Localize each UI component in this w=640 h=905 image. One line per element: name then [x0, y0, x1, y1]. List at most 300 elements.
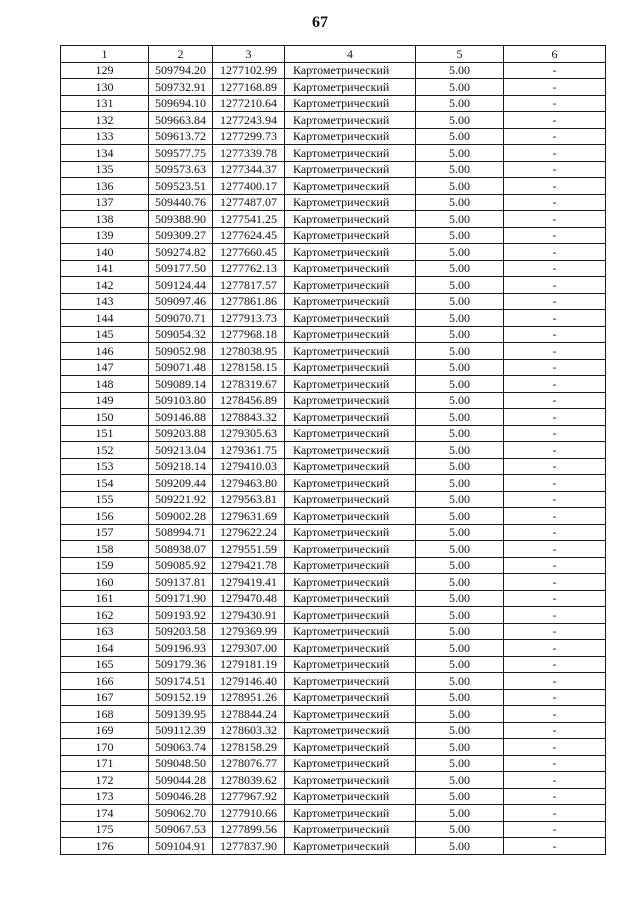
x-coordinate-cell: 509732.91	[149, 79, 213, 96]
note-cell: -	[504, 541, 606, 558]
column-header: 4	[285, 46, 416, 63]
table-row	[61, 128, 606, 145]
y-coordinate-cell: 1278319.67	[213, 376, 285, 393]
y-coordinate-cell: 1279622.24	[213, 524, 285, 541]
y-coordinate-cell: 1279421.78	[213, 557, 285, 574]
method-cell: Картометрический	[285, 772, 416, 789]
note-cell: -	[504, 260, 606, 277]
accuracy-cell: 5.00	[416, 211, 504, 228]
note-cell: -	[504, 739, 606, 756]
y-coordinate-cell: 1278158.29	[213, 739, 285, 756]
note-cell: -	[504, 392, 606, 409]
method-cell: Картометрический	[285, 524, 416, 541]
note-cell: -	[504, 508, 606, 525]
table-row	[61, 739, 606, 756]
accuracy-cell: 5.00	[416, 227, 504, 244]
point-number-cell: 138	[61, 211, 149, 228]
note-cell: -	[504, 409, 606, 426]
point-number-cell: 143	[61, 293, 149, 310]
x-coordinate-cell: 508938.07	[149, 541, 213, 558]
y-coordinate-cell: 1278951.26	[213, 689, 285, 706]
note-cell: -	[504, 475, 606, 492]
x-coordinate-cell: 509046.28	[149, 788, 213, 805]
table-row	[61, 145, 606, 162]
accuracy-cell: 5.00	[416, 293, 504, 310]
y-coordinate-cell: 1279631.69	[213, 508, 285, 525]
method-cell: Картометрический	[285, 392, 416, 409]
table-row	[61, 557, 606, 574]
y-coordinate-cell: 1277913.73	[213, 310, 285, 327]
note-cell: -	[504, 244, 606, 261]
note-cell: -	[504, 640, 606, 657]
note-cell: -	[504, 458, 606, 475]
point-number-cell: 130	[61, 79, 149, 96]
method-cell: Картометрический	[285, 161, 416, 178]
y-coordinate-cell: 1277660.45	[213, 244, 285, 261]
table-row	[61, 112, 606, 129]
point-number-cell: 156	[61, 508, 149, 525]
method-cell: Картометрический	[285, 689, 416, 706]
y-coordinate-cell: 1277344.37	[213, 161, 285, 178]
point-number-cell: 167	[61, 689, 149, 706]
page-number: 67	[312, 14, 328, 31]
table-row	[61, 821, 606, 838]
method-cell: Картометрический	[285, 244, 416, 261]
table-row	[61, 211, 606, 228]
x-coordinate-cell: 509048.50	[149, 755, 213, 772]
table-row	[61, 607, 606, 624]
table-row	[61, 475, 606, 492]
x-coordinate-cell: 509054.32	[149, 326, 213, 343]
y-coordinate-cell: 1277817.57	[213, 277, 285, 294]
table-row	[61, 343, 606, 360]
accuracy-cell: 5.00	[416, 145, 504, 162]
table-row	[61, 755, 606, 772]
note-cell: -	[504, 623, 606, 640]
accuracy-cell: 5.00	[416, 838, 504, 855]
point-number-cell: 145	[61, 326, 149, 343]
x-coordinate-cell: 509174.51	[149, 673, 213, 690]
method-cell: Картометрический	[285, 178, 416, 195]
table-row	[61, 706, 606, 723]
method-cell: Картометрический	[285, 557, 416, 574]
point-number-cell: 137	[61, 194, 149, 211]
point-number-cell: 139	[61, 227, 149, 244]
x-coordinate-cell: 509070.71	[149, 310, 213, 327]
accuracy-cell: 5.00	[416, 161, 504, 178]
x-coordinate-cell: 509218.14	[149, 458, 213, 475]
point-number-cell: 175	[61, 821, 149, 838]
note-cell: -	[504, 293, 606, 310]
note-cell: -	[504, 590, 606, 607]
method-cell: Картометрический	[285, 211, 416, 228]
point-number-cell: 157	[61, 524, 149, 541]
point-number-cell: 135	[61, 161, 149, 178]
table-row	[61, 640, 606, 657]
point-number-cell: 155	[61, 491, 149, 508]
accuracy-cell: 5.00	[416, 392, 504, 409]
x-coordinate-cell: 509124.44	[149, 277, 213, 294]
point-number-cell: 160	[61, 574, 149, 591]
accuracy-cell: 5.00	[416, 112, 504, 129]
table-row	[61, 574, 606, 591]
x-coordinate-cell: 509663.84	[149, 112, 213, 129]
note-cell: -	[504, 524, 606, 541]
accuracy-cell: 5.00	[416, 821, 504, 838]
accuracy-cell: 5.00	[416, 541, 504, 558]
note-cell: -	[504, 128, 606, 145]
table-row	[61, 524, 606, 541]
y-coordinate-cell: 1277299.73	[213, 128, 285, 145]
point-number-cell: 159	[61, 557, 149, 574]
note-cell: -	[504, 838, 606, 855]
y-coordinate-cell: 1278038.95	[213, 343, 285, 360]
method-cell: Картометрический	[285, 293, 416, 310]
accuracy-cell: 5.00	[416, 326, 504, 343]
x-coordinate-cell: 509062.70	[149, 805, 213, 822]
table-body	[61, 62, 606, 854]
note-cell: -	[504, 755, 606, 772]
point-number-cell: 132	[61, 112, 149, 129]
y-coordinate-cell: 1277168.89	[213, 79, 285, 96]
point-number-cell: 149	[61, 392, 149, 409]
accuracy-cell: 5.00	[416, 376, 504, 393]
x-coordinate-cell: 509573.63	[149, 161, 213, 178]
accuracy-cell: 5.00	[416, 524, 504, 541]
y-coordinate-cell: 1279470.48	[213, 590, 285, 607]
table-row	[61, 326, 606, 343]
accuracy-cell: 5.00	[416, 607, 504, 624]
x-coordinate-cell: 509577.75	[149, 145, 213, 162]
table-row	[61, 838, 606, 855]
x-coordinate-cell: 509103.80	[149, 392, 213, 409]
method-cell: Картометрический	[285, 673, 416, 690]
accuracy-cell: 5.00	[416, 343, 504, 360]
point-number-cell: 173	[61, 788, 149, 805]
coordinates-table	[60, 45, 606, 855]
accuracy-cell: 5.00	[416, 557, 504, 574]
point-number-cell: 176	[61, 838, 149, 855]
x-coordinate-cell: 509179.36	[149, 656, 213, 673]
table-row	[61, 788, 606, 805]
y-coordinate-cell: 1279563.81	[213, 491, 285, 508]
x-coordinate-cell: 509071.48	[149, 359, 213, 376]
method-cell: Картометрический	[285, 458, 416, 475]
accuracy-cell: 5.00	[416, 244, 504, 261]
accuracy-cell: 5.00	[416, 95, 504, 112]
method-cell: Картометрический	[285, 706, 416, 723]
accuracy-cell: 5.00	[416, 623, 504, 640]
point-number-cell: 169	[61, 722, 149, 739]
note-cell: -	[504, 805, 606, 822]
note-cell: -	[504, 689, 606, 706]
table-row	[61, 62, 606, 79]
x-coordinate-cell: 509002.28	[149, 508, 213, 525]
point-number-cell: 136	[61, 178, 149, 195]
accuracy-cell: 5.00	[416, 656, 504, 673]
note-cell: -	[504, 376, 606, 393]
accuracy-cell: 5.00	[416, 805, 504, 822]
table-row	[61, 392, 606, 409]
x-coordinate-cell: 509089.14	[149, 376, 213, 393]
x-coordinate-cell: 509085.92	[149, 557, 213, 574]
method-cell: Картометрический	[285, 128, 416, 145]
method-cell: Картометрический	[285, 722, 416, 739]
method-cell: Картометрический	[285, 227, 416, 244]
method-cell: Картометрический	[285, 491, 416, 508]
point-number-cell: 154	[61, 475, 149, 492]
method-cell: Картометрический	[285, 95, 416, 112]
y-coordinate-cell: 1279430.91	[213, 607, 285, 624]
table-row	[61, 227, 606, 244]
x-coordinate-cell: 509097.46	[149, 293, 213, 310]
point-number-cell: 129	[61, 62, 149, 79]
method-cell: Картометрический	[285, 442, 416, 459]
note-cell: -	[504, 442, 606, 459]
table-row	[61, 442, 606, 459]
accuracy-cell: 5.00	[416, 79, 504, 96]
method-cell: Картометрический	[285, 277, 416, 294]
note-cell: -	[504, 178, 606, 195]
accuracy-cell: 5.00	[416, 788, 504, 805]
x-coordinate-cell: 509440.76	[149, 194, 213, 211]
accuracy-cell: 5.00	[416, 590, 504, 607]
note-cell: -	[504, 706, 606, 723]
point-number-cell: 153	[61, 458, 149, 475]
method-cell: Картометрический	[285, 574, 416, 591]
note-cell: -	[504, 607, 606, 624]
table-row	[61, 194, 606, 211]
point-number-cell: 162	[61, 607, 149, 624]
point-number-cell: 147	[61, 359, 149, 376]
y-coordinate-cell: 1278456.89	[213, 392, 285, 409]
y-coordinate-cell: 1277899.56	[213, 821, 285, 838]
note-cell: -	[504, 277, 606, 294]
y-coordinate-cell: 1277210.64	[213, 95, 285, 112]
point-number-cell: 146	[61, 343, 149, 360]
accuracy-cell: 5.00	[416, 425, 504, 442]
point-number-cell: 171	[61, 755, 149, 772]
accuracy-cell: 5.00	[416, 755, 504, 772]
y-coordinate-cell: 1279369.99	[213, 623, 285, 640]
method-cell: Картометрический	[285, 838, 416, 855]
y-coordinate-cell: 1279305.63	[213, 425, 285, 442]
x-coordinate-cell: 509104.91	[149, 838, 213, 855]
accuracy-cell: 5.00	[416, 574, 504, 591]
point-number-cell: 158	[61, 541, 149, 558]
table-row	[61, 491, 606, 508]
note-cell: -	[504, 326, 606, 343]
method-cell: Картометрический	[285, 821, 416, 838]
note-cell: -	[504, 821, 606, 838]
method-cell: Картометрический	[285, 359, 416, 376]
point-number-cell: 150	[61, 409, 149, 426]
method-cell: Картометрический	[285, 656, 416, 673]
y-coordinate-cell: 1279146.40	[213, 673, 285, 690]
table-row	[61, 623, 606, 640]
point-number-cell: 142	[61, 277, 149, 294]
note-cell: -	[504, 557, 606, 574]
accuracy-cell: 5.00	[416, 491, 504, 508]
note-cell: -	[504, 425, 606, 442]
point-number-cell: 133	[61, 128, 149, 145]
table-row	[61, 244, 606, 261]
y-coordinate-cell: 1279361.75	[213, 442, 285, 459]
note-cell: -	[504, 772, 606, 789]
accuracy-cell: 5.00	[416, 722, 504, 739]
table-row	[61, 425, 606, 442]
point-number-cell: 163	[61, 623, 149, 640]
note-cell: -	[504, 95, 606, 112]
note-cell: -	[504, 788, 606, 805]
table-row	[61, 541, 606, 558]
accuracy-cell: 5.00	[416, 62, 504, 79]
point-number-cell: 168	[61, 706, 149, 723]
accuracy-cell: 5.00	[416, 194, 504, 211]
point-number-cell: 172	[61, 772, 149, 789]
x-coordinate-cell: 509067.53	[149, 821, 213, 838]
point-number-cell: 165	[61, 656, 149, 673]
y-coordinate-cell: 1277541.25	[213, 211, 285, 228]
x-coordinate-cell: 509794.20	[149, 62, 213, 79]
x-coordinate-cell: 509044.28	[149, 772, 213, 789]
method-cell: Картометрический	[285, 62, 416, 79]
column-header: 1	[61, 46, 149, 63]
x-coordinate-cell: 509196.93	[149, 640, 213, 657]
x-coordinate-cell: 509209.44	[149, 475, 213, 492]
y-coordinate-cell: 1279410.03	[213, 458, 285, 475]
accuracy-cell: 5.00	[416, 178, 504, 195]
x-coordinate-cell: 509137.81	[149, 574, 213, 591]
method-cell: Картометрический	[285, 145, 416, 162]
point-number-cell: 140	[61, 244, 149, 261]
table-row	[61, 260, 606, 277]
table-row	[61, 805, 606, 822]
method-cell: Картометрический	[285, 623, 416, 640]
table-row	[61, 95, 606, 112]
y-coordinate-cell: 1277762.13	[213, 260, 285, 277]
accuracy-cell: 5.00	[416, 128, 504, 145]
note-cell: -	[504, 722, 606, 739]
x-coordinate-cell: 509388.90	[149, 211, 213, 228]
y-coordinate-cell: 1277837.90	[213, 838, 285, 855]
method-cell: Картометрический	[285, 805, 416, 822]
x-coordinate-cell: 508994.71	[149, 524, 213, 541]
table-row	[61, 359, 606, 376]
note-cell: -	[504, 79, 606, 96]
method-cell: Картометрический	[285, 326, 416, 343]
y-coordinate-cell: 1278076.77	[213, 755, 285, 772]
method-cell: Картометрический	[285, 755, 416, 772]
y-coordinate-cell: 1279419.41	[213, 574, 285, 591]
y-coordinate-cell: 1277102.99	[213, 62, 285, 79]
method-cell: Картометрический	[285, 508, 416, 525]
y-coordinate-cell: 1278039.62	[213, 772, 285, 789]
x-coordinate-cell: 509052.98	[149, 343, 213, 360]
accuracy-cell: 5.00	[416, 442, 504, 459]
method-cell: Картометрический	[285, 194, 416, 211]
y-coordinate-cell: 1279307.00	[213, 640, 285, 657]
x-coordinate-cell: 509309.27	[149, 227, 213, 244]
y-coordinate-cell: 1277243.94	[213, 112, 285, 129]
accuracy-cell: 5.00	[416, 458, 504, 475]
accuracy-cell: 5.00	[416, 689, 504, 706]
note-cell: -	[504, 310, 606, 327]
y-coordinate-cell: 1277487.07	[213, 194, 285, 211]
accuracy-cell: 5.00	[416, 359, 504, 376]
y-coordinate-cell: 1277861.86	[213, 293, 285, 310]
point-number-cell: 131	[61, 95, 149, 112]
table-row	[61, 178, 606, 195]
table-header-row	[61, 46, 606, 63]
x-coordinate-cell: 509177.50	[149, 260, 213, 277]
x-coordinate-cell: 509213.04	[149, 442, 213, 459]
y-coordinate-cell: 1277400.17	[213, 178, 285, 195]
y-coordinate-cell: 1277624.45	[213, 227, 285, 244]
point-number-cell: 144	[61, 310, 149, 327]
accuracy-cell: 5.00	[416, 640, 504, 657]
table-row	[61, 689, 606, 706]
y-coordinate-cell: 1278843.32	[213, 409, 285, 426]
x-coordinate-cell: 509203.58	[149, 623, 213, 640]
x-coordinate-cell: 509203.88	[149, 425, 213, 442]
accuracy-cell: 5.00	[416, 277, 504, 294]
note-cell: -	[504, 491, 606, 508]
method-cell: Картометрический	[285, 607, 416, 624]
point-number-cell: 152	[61, 442, 149, 459]
x-coordinate-cell: 509112.39	[149, 722, 213, 739]
note-cell: -	[504, 62, 606, 79]
table-row	[61, 673, 606, 690]
accuracy-cell: 5.00	[416, 772, 504, 789]
method-cell: Картометрический	[285, 310, 416, 327]
y-coordinate-cell: 1278844.24	[213, 706, 285, 723]
method-cell: Картометрический	[285, 590, 416, 607]
note-cell: -	[504, 673, 606, 690]
y-coordinate-cell: 1279551.59	[213, 541, 285, 558]
y-coordinate-cell: 1277968.18	[213, 326, 285, 343]
note-cell: -	[504, 359, 606, 376]
accuracy-cell: 5.00	[416, 260, 504, 277]
table-row	[61, 376, 606, 393]
note-cell: -	[504, 161, 606, 178]
table-row	[61, 508, 606, 525]
x-coordinate-cell: 509152.19	[149, 689, 213, 706]
accuracy-cell: 5.00	[416, 409, 504, 426]
accuracy-cell: 5.00	[416, 706, 504, 723]
x-coordinate-cell: 509274.82	[149, 244, 213, 261]
y-coordinate-cell: 1278603.32	[213, 722, 285, 739]
table-row	[61, 772, 606, 789]
point-number-cell: 141	[61, 260, 149, 277]
note-cell: -	[504, 656, 606, 673]
accuracy-cell: 5.00	[416, 673, 504, 690]
point-number-cell: 166	[61, 673, 149, 690]
x-coordinate-cell: 509139.95	[149, 706, 213, 723]
point-number-cell: 174	[61, 805, 149, 822]
accuracy-cell: 5.00	[416, 508, 504, 525]
table-row	[61, 310, 606, 327]
x-coordinate-cell: 509063.74	[149, 739, 213, 756]
x-coordinate-cell: 509221.92	[149, 491, 213, 508]
point-number-cell: 134	[61, 145, 149, 162]
point-number-cell: 164	[61, 640, 149, 657]
method-cell: Картометрический	[285, 475, 416, 492]
method-cell: Картометрический	[285, 376, 416, 393]
table-row	[61, 590, 606, 607]
note-cell: -	[504, 194, 606, 211]
x-coordinate-cell: 509613.72	[149, 128, 213, 145]
